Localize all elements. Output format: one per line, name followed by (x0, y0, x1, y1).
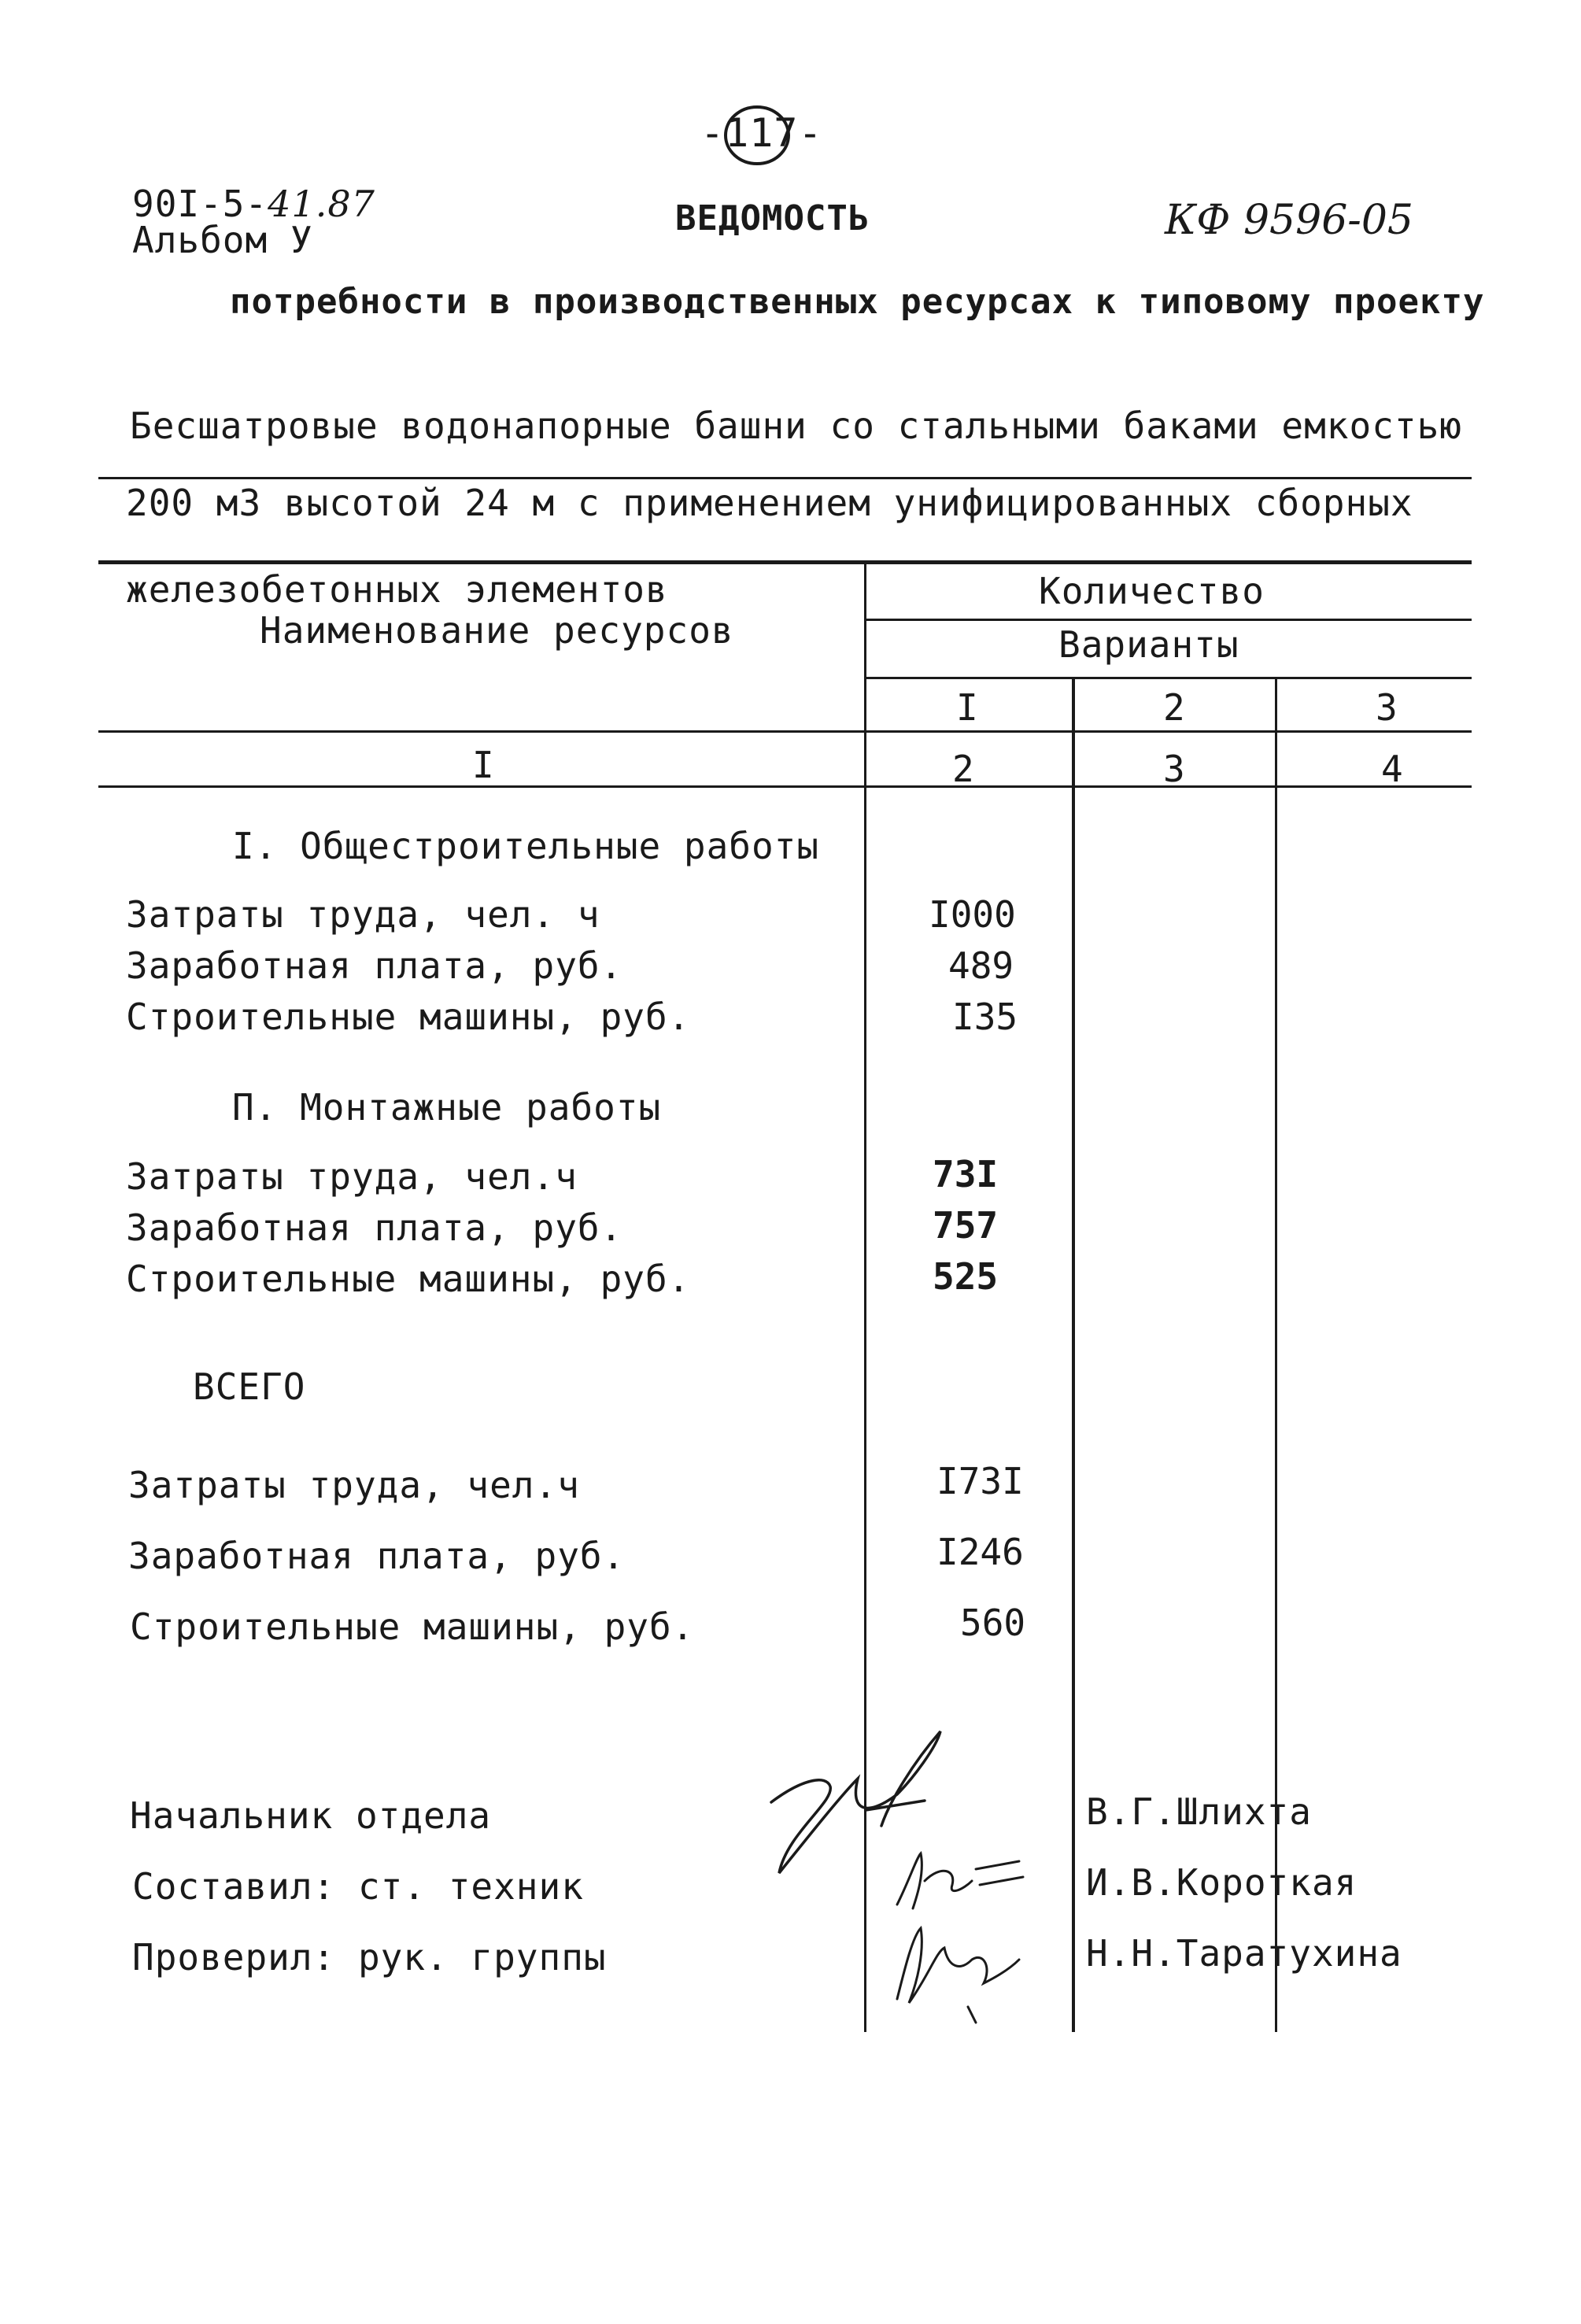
row-name: Затраты труда, чел. ч (126, 893, 600, 936)
row-value: 757 (933, 1204, 999, 1247)
project-code-printed: 90I-5- (132, 183, 268, 225)
column-number-2: 2 (952, 748, 975, 790)
signature-role: Составил: ст. техник (132, 1865, 584, 1908)
row-name: Строительные машины, руб. (126, 1258, 691, 1300)
section-title: I. Общестроительные работы (232, 825, 820, 867)
document-subtitle: потребности в производственных ресурсах к типовому проекту (230, 282, 1485, 322)
column-number-4: 4 (1381, 748, 1404, 790)
signature-name: В.Г.Шлихта (1086, 1790, 1312, 1833)
project-line-1: Бесшатровые водонапорные башни со стальными баками емкостью (130, 405, 1462, 447)
row-name: Заработная плата, руб. (126, 1206, 623, 1249)
signature-name: И.В.Короткая (1086, 1861, 1358, 1904)
page-number-text: -117- (700, 110, 823, 156)
section-title: П. Монтажные работы (232, 1086, 662, 1129)
column-header-quantity: Количество (1039, 570, 1265, 612)
column-header-variants: Варианты (1058, 623, 1239, 666)
header-rule-column-numbers (98, 785, 1472, 788)
row-value: 560 (960, 1602, 1026, 1644)
project-line-2: 200 м3 высотой 24 м с применением унифицированных сборных (126, 482, 1413, 524)
variant-number-1: I (956, 686, 979, 729)
row-name: Строительные машины, руб. (130, 1605, 695, 1648)
row-value: I246 (936, 1531, 1024, 1573)
row-value: I35 (952, 996, 1018, 1038)
document-title: ВЕДОМОСТЬ (675, 198, 870, 238)
project-rule-1 (98, 477, 1472, 479)
row-value: 489 (948, 944, 1014, 987)
column-header-resources: Наименование ресурсов (260, 609, 734, 652)
column-number-3: 3 (1163, 748, 1186, 790)
row-value: I73I (936, 1460, 1024, 1502)
page-number-circle (720, 102, 795, 169)
variant-number-3: 3 (1376, 686, 1398, 729)
header-rule-quantity (866, 619, 1472, 621)
header-rule-variant-numbers (98, 730, 1472, 733)
row-name: Затраты труда, чел.ч (126, 1155, 578, 1198)
header-rule-variants (866, 677, 1472, 679)
handwritten-signature-3 (874, 1905, 1031, 2030)
row-name: Затраты труда, чел.ч (128, 1464, 580, 1506)
column-divider-2 (1072, 677, 1075, 2032)
project-line-3: железобетонных элементов (126, 568, 668, 611)
document-code: КФ 9596-05 (1165, 197, 1414, 244)
signature-role: Проверил: рук. группы (132, 1936, 607, 1979)
album-label: Альбом У (132, 219, 313, 261)
section-title: ВСЕГО (193, 1365, 306, 1408)
table-top-rule (98, 560, 1472, 564)
signature-role: Начальник отдела (130, 1794, 492, 1837)
row-name: Заработная плата, руб. (126, 944, 623, 987)
row-name: Заработная плата, руб. (128, 1535, 626, 1577)
row-name: Строительные машины, руб. (126, 996, 691, 1038)
variant-number-2: 2 (1163, 686, 1186, 729)
signature-name: Н.Н.Таратухина (1086, 1932, 1402, 1975)
column-number-1: I (472, 744, 495, 786)
row-value: I000 (929, 893, 1016, 936)
project-code-handwritten: 41.87 (268, 183, 375, 225)
row-value: 73I (933, 1153, 999, 1195)
row-value: 525 (933, 1255, 999, 1298)
